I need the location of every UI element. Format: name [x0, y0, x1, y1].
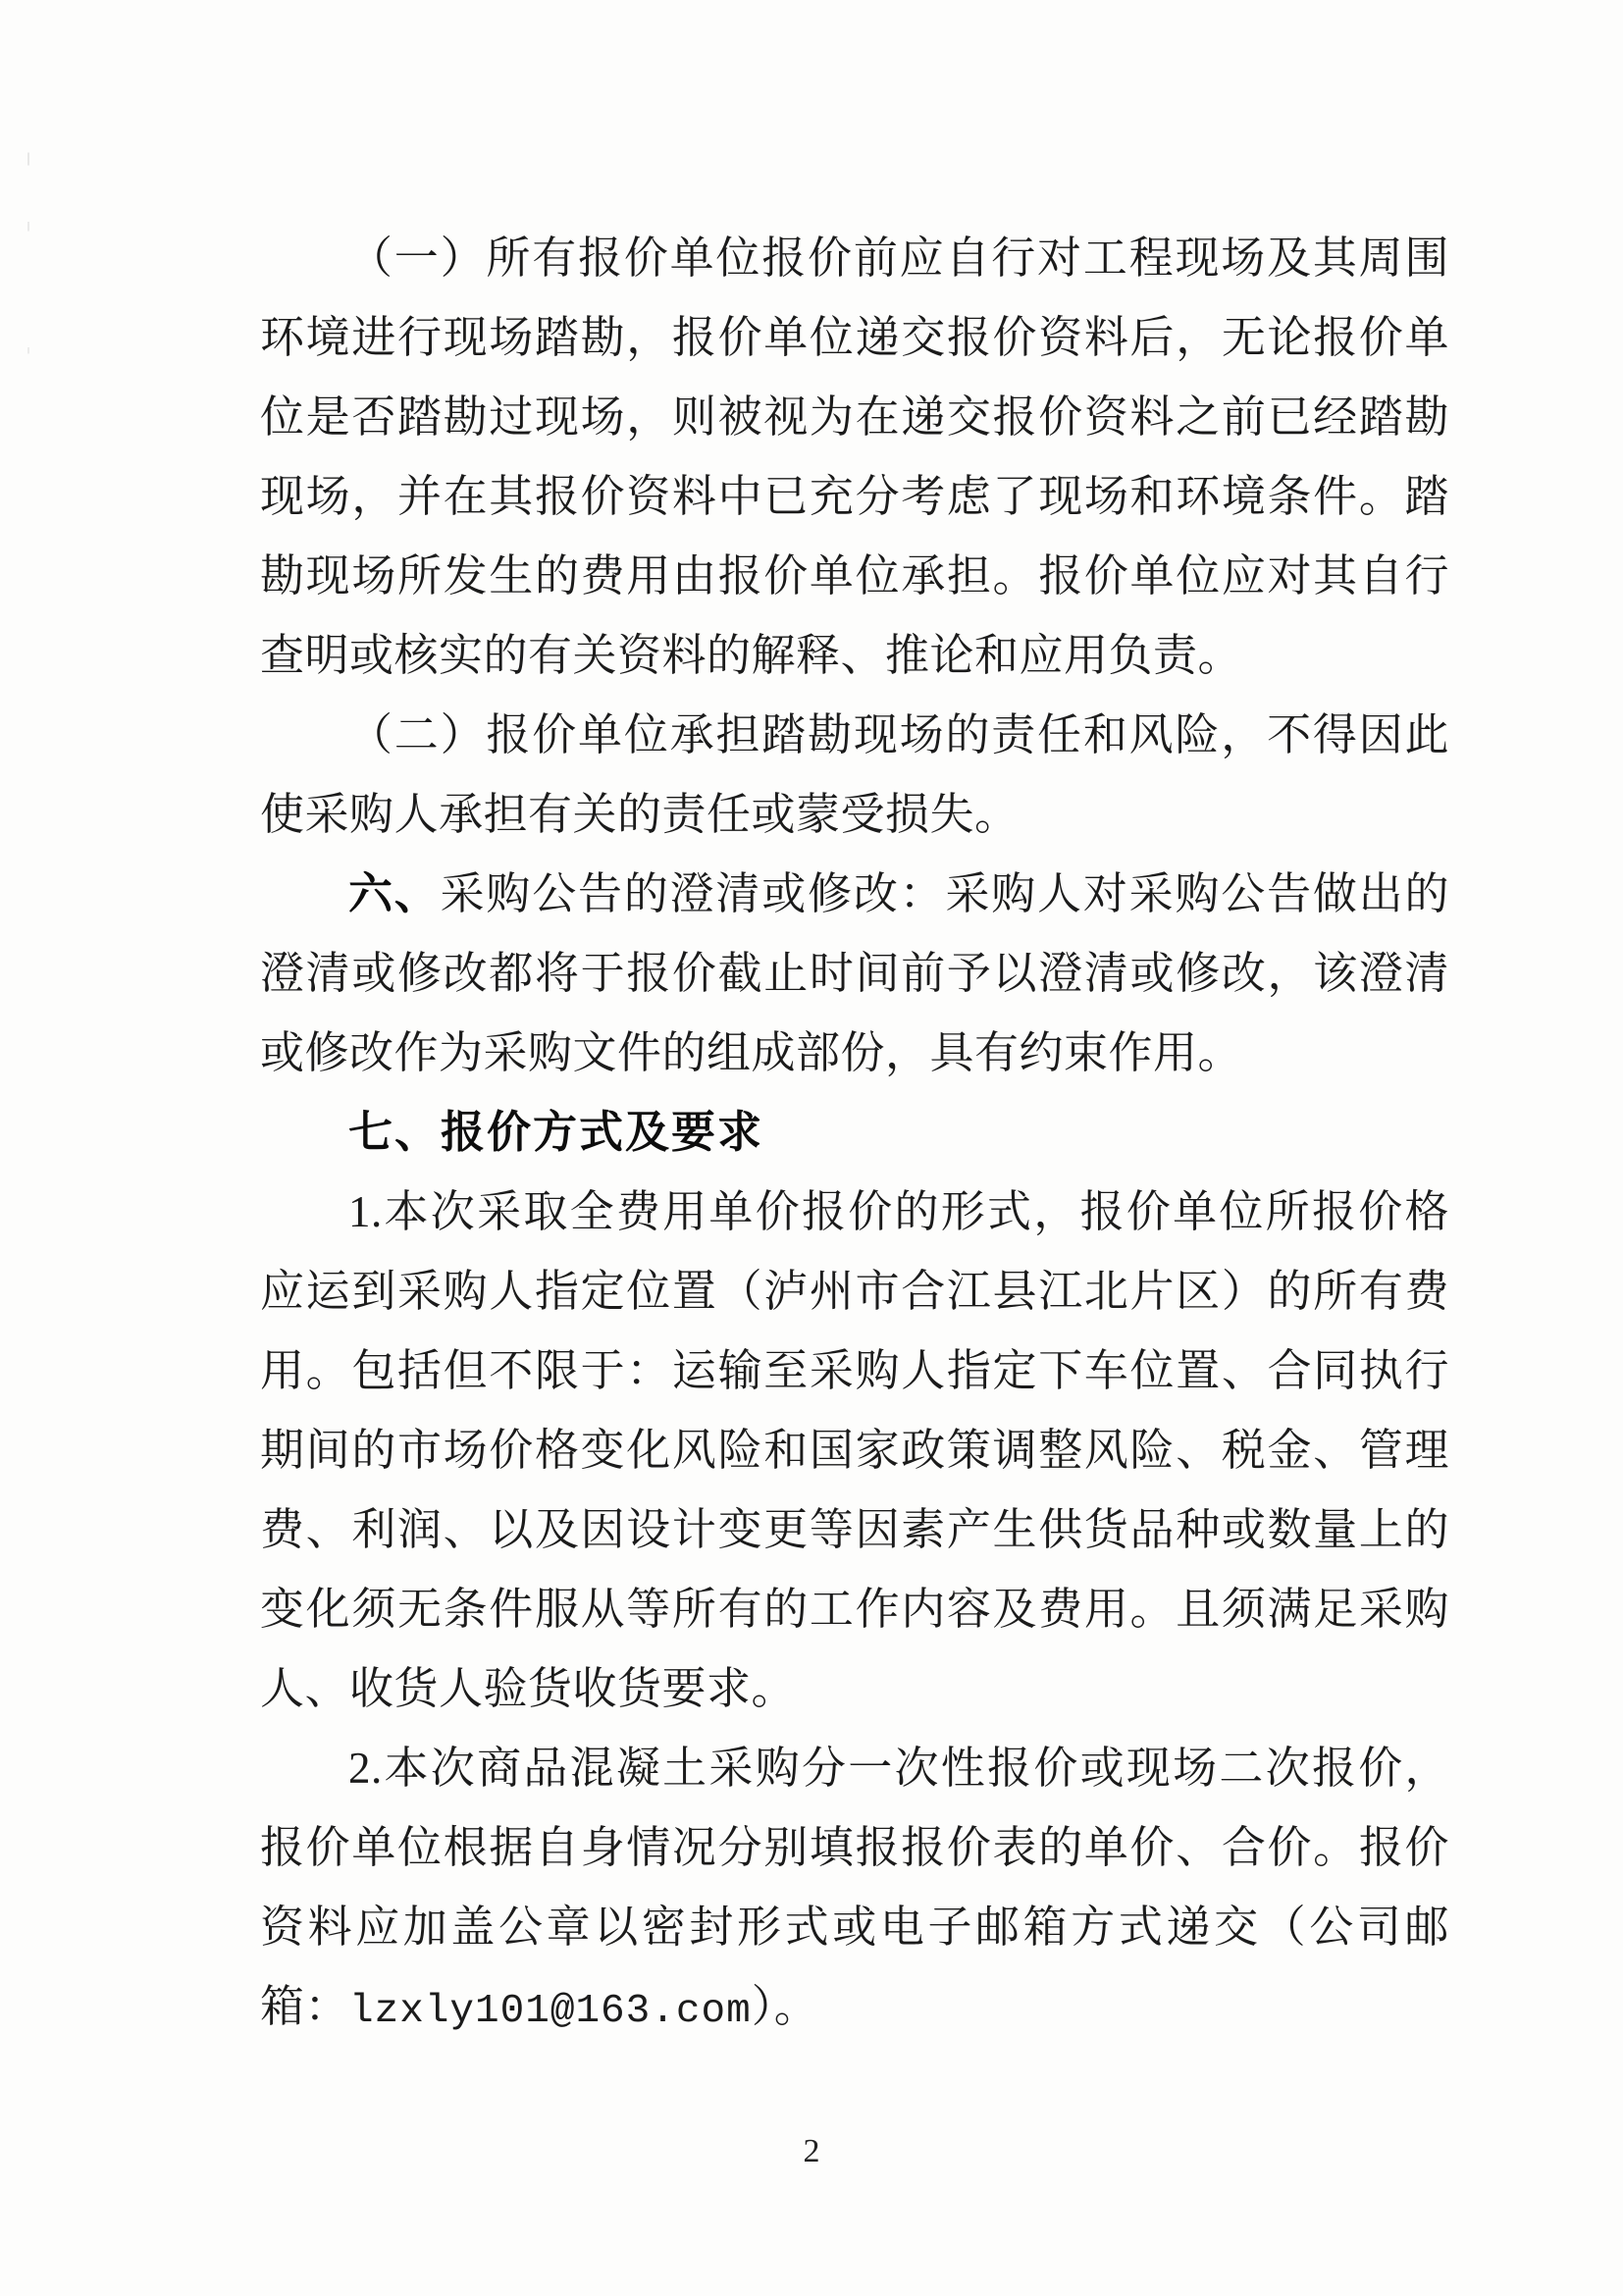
text-line: （一）所有报价单位报价前应自行对工程现场及其周围	[348, 234, 1449, 283]
text-line: 澄清或修改都将于报价截止时间前予以澄清或修改，该澄清	[260, 949, 1449, 998]
text-line-email	[260, 1967, 1449, 2047]
email-suffix: ）。	[751, 1982, 819, 2031]
text-line: 现场，并在其报价资料中已充分考虑了现场和环境条件。踏	[260, 472, 1449, 521]
text-line: 应运到采购人指定位置（泸州市合江县江北片区）的所有费	[260, 1267, 1449, 1316]
email-label: 箱：	[260, 1982, 350, 2031]
page-number: 2	[803, 2133, 820, 2169]
text-line: 2.本次商品混凝土采购分一次性报价或现场二次报价，	[348, 1744, 1449, 1793]
text-line: 用。包括但不限于：运输至采购人指定下车位置、合同执行	[260, 1346, 1449, 1395]
text-line: 费、利润、以及因设计变更等因素产生供货品种或数量上的	[260, 1505, 1449, 1554]
text-line: 或修改作为采购文件的组成部份，具有约束作用。	[260, 1028, 1243, 1077]
text-line: （二）报价单位承担踏勘现场的责任和风险，不得因此	[348, 710, 1449, 759]
text-line: 勘现场所发生的费用由报价单位承担。报价单位应对其自行	[260, 551, 1449, 600]
text-line: 资料应加盖公章以密封形式或电子邮箱方式递交（公司邮	[260, 1903, 1449, 1952]
section-number: 六、	[348, 869, 441, 918]
text-line: 变化须无条件服从等所有的工作内容及费用。且须满足采购	[260, 1585, 1449, 1634]
text-line: 位是否踏勘过现场，则被视为在递交报价资料之前已经踏勘	[260, 392, 1449, 442]
scan-artifact	[27, 128, 29, 442]
text-line: 查明或核实的有关资料的解释、推论和应用负责。	[260, 631, 1243, 680]
text-line: 使采购人承担有关的责任或蒙受损失。	[260, 790, 1020, 839]
section-text: 采购公告的澄清或修改：采购人对采购公告做出的	[440, 869, 1449, 918]
email-address: lzxly101@163.com	[349, 1989, 752, 2034]
section-heading-seven: 七、报价方式及要求	[348, 1108, 764, 1157]
text-line-section-six	[260, 855, 1449, 934]
document-body	[260, 219, 1449, 2047]
text-line: 环境进行现场踏勘，报价单位递交报价资料后，无论报价单	[260, 313, 1449, 362]
text-line: 报价单位根据自身情况分别填报报价表的单价、合价。报价	[260, 1823, 1449, 1872]
text-line: 1.本次采取全费用单价报价的形式，报价单位所报价格	[348, 1187, 1449, 1236]
text-line: 期间的市场价格变化风险和国家政策调整风险、税金、管理	[260, 1426, 1449, 1475]
text-line: 人、收货人验货收货要求。	[260, 1664, 797, 1713]
